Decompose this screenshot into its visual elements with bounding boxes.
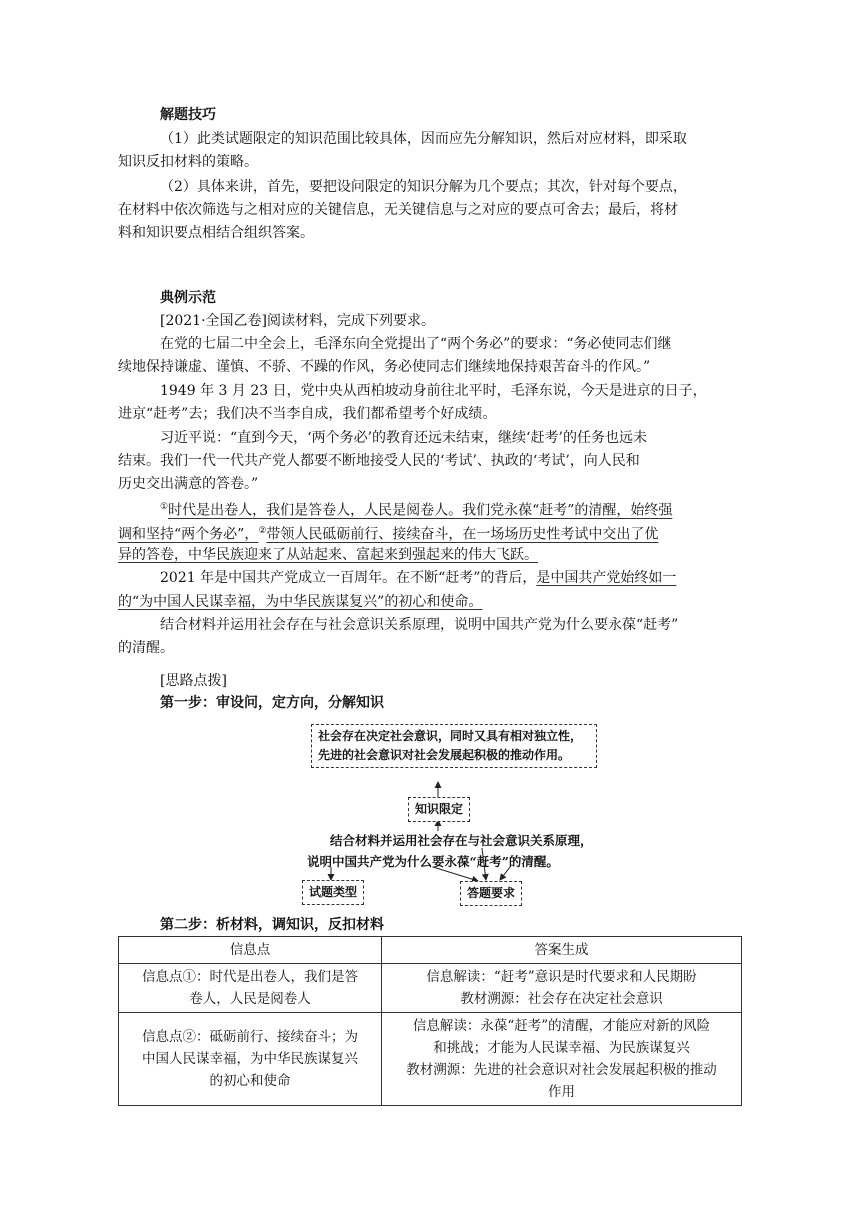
cell-line: 的初心和使命: [209, 1073, 291, 1089]
info-table: [118, 936, 742, 1106]
cell-line: 信息点②：砥砺前行、接续奋斗；为: [142, 1029, 358, 1045]
analysis-title: [思路点拨]: [160, 673, 227, 689]
material1-line1: 在党的七届二中全会上，毛泽东向全党提出了“两个务必”的要求：“务必使同志们继: [160, 336, 672, 352]
cell-line: 信息解读：“赶考”意识是时代要求和人民期盼: [426, 969, 697, 985]
table-cell-info-2: [119, 1013, 382, 1106]
material4-line2-a: 调和坚持“两个务必”，: [118, 526, 259, 543]
marker-2: ②: [258, 526, 267, 536]
example-title: 典例示范: [160, 290, 216, 306]
cell-line: 和挑战；才能为人民谋幸福、为民族谋复兴: [433, 1040, 690, 1056]
material2-line1: 1949 年 3 月 23 日，党中央从西柏坡动身前往北平时，毛泽东说，今天是进京的日子，: [160, 383, 707, 399]
knowledge-limit-box: 知识限定: [408, 797, 470, 822]
material4-line1-text: 时代是出卷人，我们是答卷人，人民是阅卷人。我们党永葆“赶考”的清醒，始终强: [168, 502, 673, 519]
tips-p2-line1: （2）具体来讲，首先，要把设问限定的知识分解为几个要点；其次，针对每个要点，: [160, 179, 687, 195]
knowledge-box: 社会存在决定社会意识，同时又具有相对独立性，先进的社会意识对社会发展起积极的推动作用。: [311, 724, 597, 768]
step2-label: 第二步：析材料，调知识，反扣材料: [160, 917, 384, 933]
cell-line: 信息解读：永葆“赶考”的清醒，才能应对新的风险: [412, 1018, 711, 1034]
table-cell-answer-1: [382, 964, 742, 1013]
material5-line1-b: 是中国共产党始终如一: [536, 570, 677, 586]
tips-p2-line3: 料和知识要点相结合组织答案。: [118, 225, 314, 241]
material1-line2: 续地保持谦虚、谨慎、不骄、不躁的作风，务必使同志们继续地保持艰苦奋斗的作风。”: [118, 359, 651, 375]
diagram-question-line1: 结合材料并运用社会存在与社会意识关系原理，: [330, 833, 593, 848]
material5-line2: 的“为中国人民谋幸福，为中华民族谋复兴”的初心和使命。: [118, 594, 483, 610]
table-cell-info-1: [119, 964, 382, 1013]
question-line2: 的清醒。: [118, 640, 174, 656]
diagram-question-line2: 说明中国共产党为什么要永葆“赶考”的清醒。: [307, 854, 559, 869]
material2-line2: 进京“赶考”去；我们决不当李自成，我们都希望考个好成绩。: [118, 406, 497, 422]
tips-p1-line1: （1）此类试题限定的知识范围比较具体，因而应先分解知识，然后对应材料，即采取: [160, 131, 687, 147]
table-cell-answer-2: [382, 1013, 742, 1106]
material4-line3: 异的答卷，中华民族迎来了从站起来、富起来到强起来的伟大飞跃。: [118, 547, 538, 563]
question-type-box: 试题类型: [302, 880, 364, 905]
table-row: [119, 964, 742, 1013]
material3-line2: 结束。我们一代一代共产党人都要不断地接受人民的‘考试’、执政的‘考试’，向人民和: [118, 453, 640, 469]
table-header-answer: 答案生成: [382, 937, 742, 964]
cell-line: 中国人民谋幸福，为中华民族谋复兴: [142, 1051, 358, 1067]
cell-line: 作用: [548, 1084, 575, 1100]
cell-line: 教材溯源：先进的社会意识对社会发展起积极的推动: [406, 1062, 717, 1078]
marker-1: ①: [160, 502, 169, 512]
material3-line1: 习近平说：“直到今天，‘两个务必’的教育还远未结束，继续‘赶考’的任务也远未: [160, 430, 647, 446]
cell-line: 卷人，人民是阅卷人: [189, 991, 311, 1007]
cell-line: 教材溯源：社会存在决定社会意识: [460, 991, 663, 1007]
step1-label: 第一步：审设问，定方向，分解知识: [160, 695, 384, 711]
example-source: [2021·全国乙卷]阅读材料，完成下列要求。: [160, 313, 436, 329]
material4-line2-b: 带领人民砥砺前行、接续奋斗，在一场场历史性考试中交出了优: [266, 526, 659, 543]
cell-line: 信息点①：时代是出卷人，我们是答: [142, 969, 358, 985]
question-line1: 结合材料并运用社会存在与社会意识关系原理，说明中国共产党为什么要永葆“赶考”: [160, 617, 679, 633]
table-header-row: [119, 937, 742, 964]
table-header-info-point: 信息点: [119, 937, 382, 964]
material3-line3: 历史交出满意的答卷。”: [118, 476, 259, 492]
tips-p2-line2: 在材料中依次筛选与之相对应的关键信息，无关键信息与之对应的要点可舍去；最后，将材: [118, 202, 678, 218]
material5-line1-a: 2021 年是中国共产党成立一百周年。在不断“赶考”的背后，: [160, 570, 537, 586]
tips-p1-line2: 知识反扣材料的策略。: [118, 154, 258, 170]
answer-requirement-box: 答题要求: [460, 881, 522, 906]
table-row: [119, 1013, 742, 1106]
tips-title: 解题技巧: [160, 107, 216, 123]
